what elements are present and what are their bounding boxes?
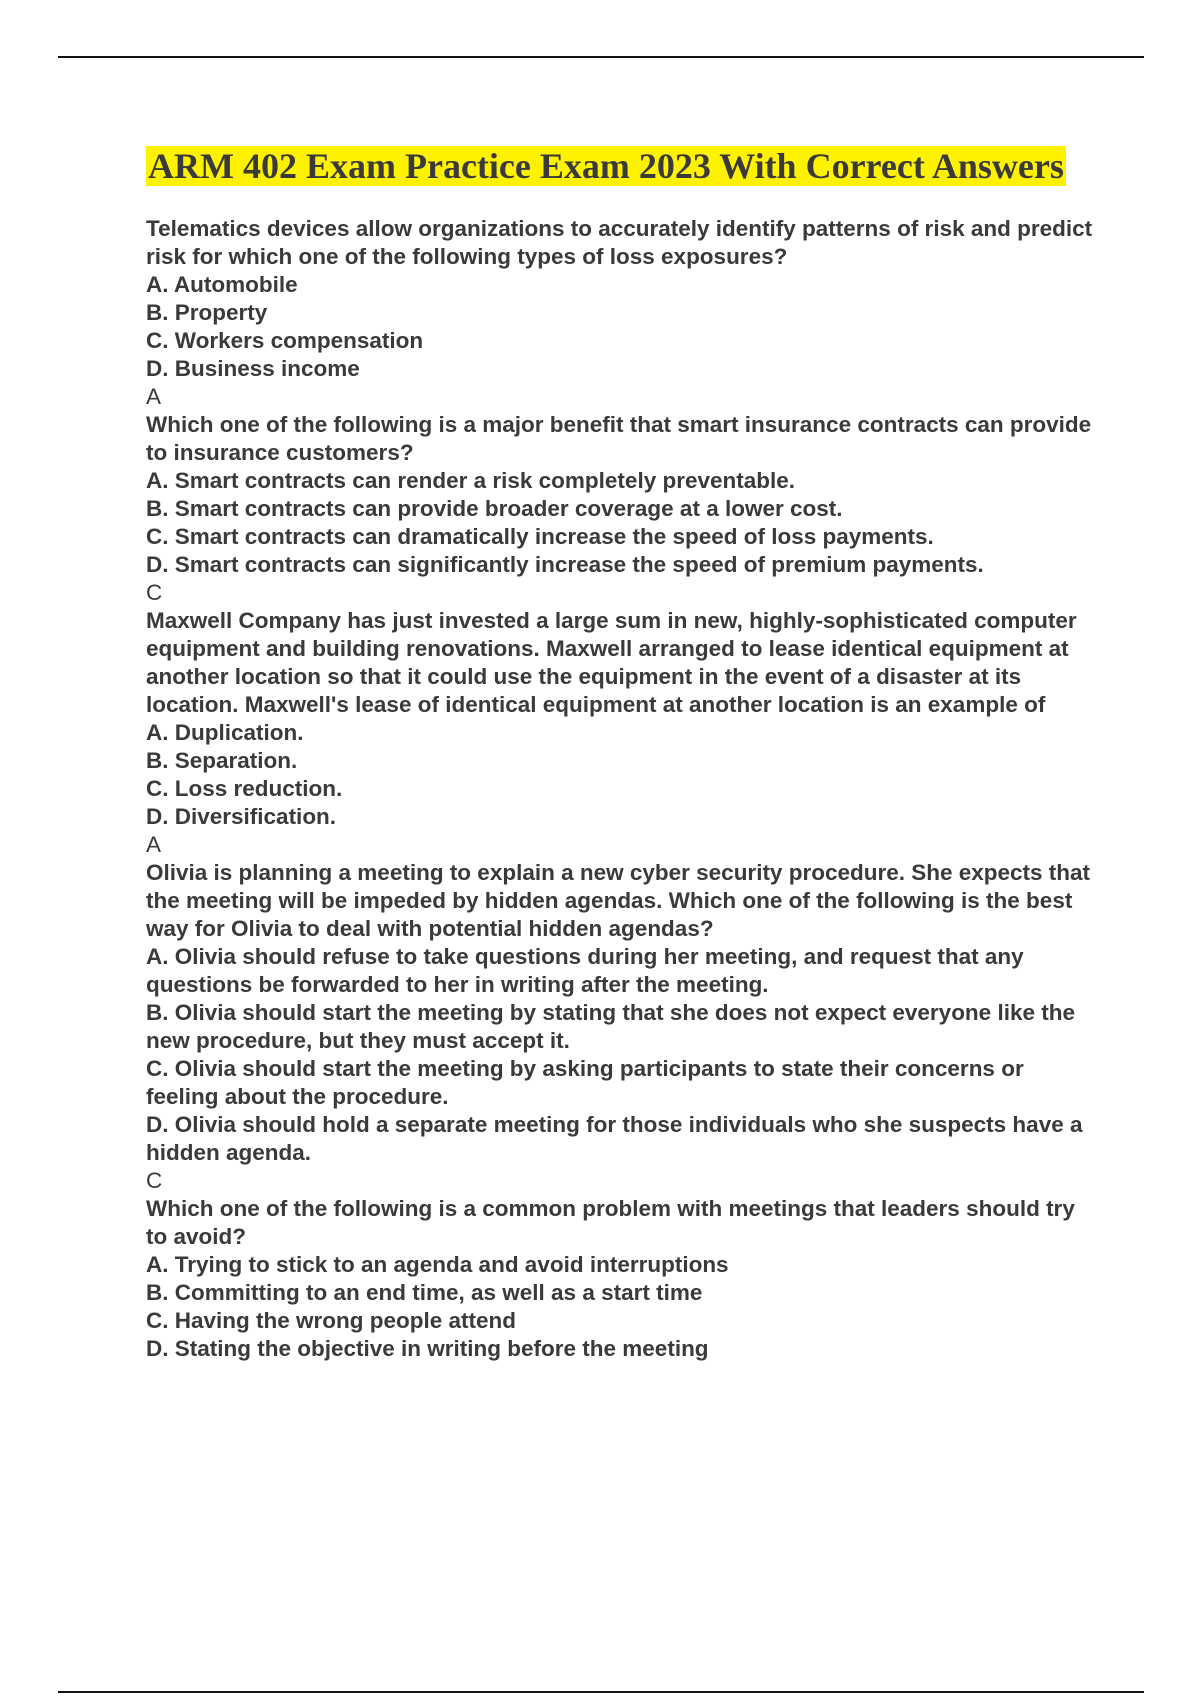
question-5 — [146, 1195, 1096, 1363]
option-a: A. Smart contracts can render a risk completely preventable. — [146, 468, 796, 493]
question-4 — [146, 859, 1096, 1195]
answer: C — [146, 1168, 163, 1193]
answer: C — [146, 580, 163, 605]
option-b: B. Smart contracts can provide broader coverage at a lower cost. — [146, 496, 843, 521]
question-text: Which one of the following is a common problem with meetings that leaders should try to avoid? — [146, 1196, 1075, 1249]
option-c: C. Olivia should start the meeting by asking participants to state their concerns or feeling about the procedure. — [146, 1056, 1024, 1109]
bottom-rule — [58, 1691, 1144, 1693]
option-d: D. Business income — [146, 356, 360, 381]
option-a: A. Duplication. — [146, 720, 304, 745]
question-text: Which one of the following is a major benefit that smart insurance contracts can provide to insurance customers? — [146, 412, 1092, 465]
top-rule — [58, 56, 1144, 58]
option-a: A. Trying to stick to an agenda and avoid interruptions — [146, 1252, 729, 1277]
document-title — [146, 145, 1096, 187]
option-c: C. Having the wrong people attend — [146, 1308, 517, 1333]
option-d: D. Stating the objective in writing before the meeting — [146, 1336, 709, 1361]
option-b: B. Olivia should start the meeting by stating that she does not expect everyone like the new procedure, but they must accept it. — [146, 1000, 1075, 1053]
document-title-highlight: ARM 402 Exam Practice Exam 2023 With Correct Answers — [148, 146, 1064, 186]
option-b: B. Separation. — [146, 748, 298, 773]
option-c: C. Workers compensation — [146, 328, 424, 353]
answer: A — [146, 384, 162, 409]
question-2 — [146, 411, 1096, 607]
option-c: C. Loss reduction. — [146, 776, 343, 801]
option-c: C. Smart contracts can dramatically increase the speed of loss payments. — [146, 524, 934, 549]
question-text: Olivia is planning a meeting to explain a new cyber security procedure. She expects that the meeting will be impeded by hidden agendas. Which one of the following is the best way for Olivia to deal with potential hidden agendas? — [146, 860, 1091, 941]
document-body — [146, 145, 1096, 1363]
option-a: A. Automobile — [146, 272, 298, 297]
option-b: B. Committing to an end time, as well as a start time — [146, 1280, 703, 1305]
question-3 — [146, 607, 1096, 859]
option-b: B. Property — [146, 300, 268, 325]
question-text: Telematics devices allow organizations to accurately identify patterns of risk and predict risk for which one of the following types of loss exposures? — [146, 216, 1093, 269]
option-d: D. Diversification. — [146, 804, 337, 829]
answer: A — [146, 832, 162, 857]
question-text: Maxwell Company has just invested a large sum in new, highly-sophisticated computer equipment and building renovations. Maxwell arranged to lease identical equipment at another location so that it could use the equipment in the event of a disaster at its location. Maxwell's lease of identical equipment at another location is an example of — [146, 608, 1077, 717]
option-a: A. Olivia should refuse to take questions during her meeting, and request that any questions be forwarded to her in writing after the meeting. — [146, 944, 1024, 997]
question-1 — [146, 215, 1096, 411]
option-d: D. Smart contracts can significantly increase the speed of premium payments. — [146, 552, 984, 577]
option-d: D. Olivia should hold a separate meeting for those individuals who she suspects have a hidden agenda. — [146, 1112, 1083, 1165]
